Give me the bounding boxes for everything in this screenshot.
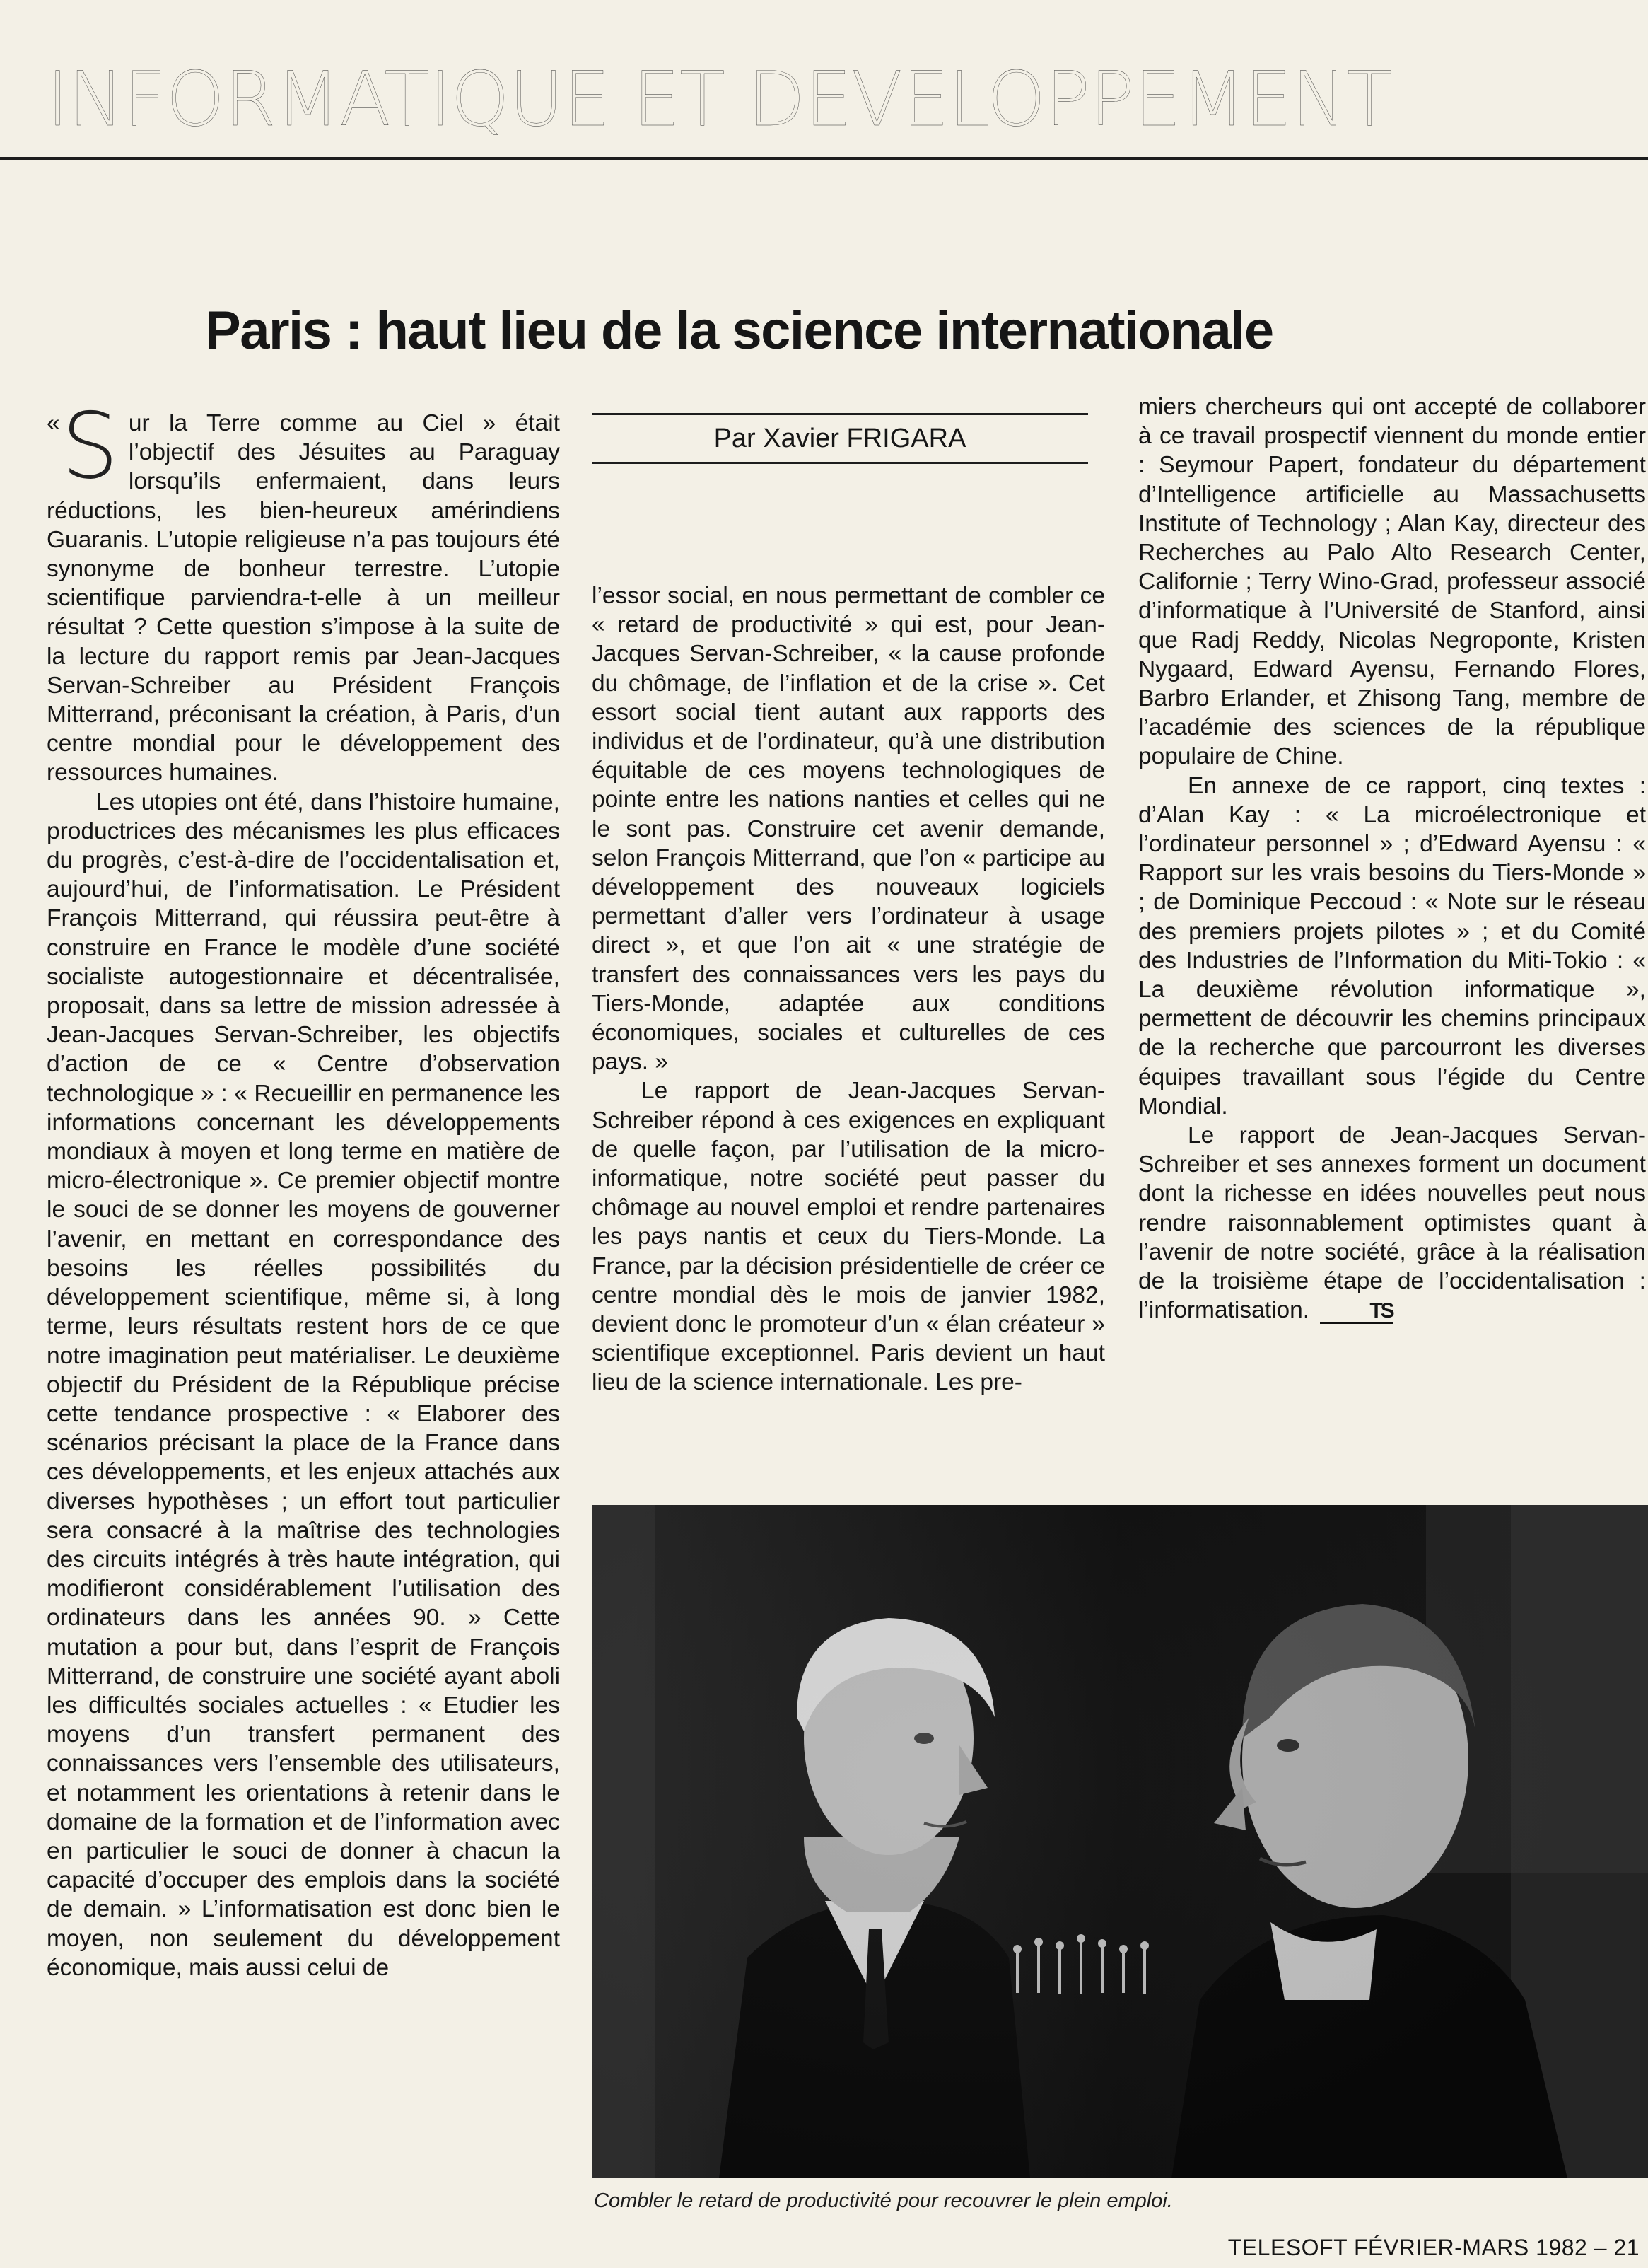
paragraph-text: ur la Terre comme au Ciel » était l’objectif des Jésuites au Paraguay lorsqu’ils enfermaient, dans leurs réductions, les bien-heureux amérindiens Guaranis. L’utopie religieuse n’a pas toujours été synonyme de bonheur terrestre. L’utopie scientifique parviendra-t-elle à un meilleur résultat ? Cette question s’impose à la suite de la lecture du rapport remis par Jean-Jacques Servan-Schreiber au Président François Mitterrand, préconisant la création, à Paris, d’un centre mondial pour le développement des ressources humaines. bbox=[47, 410, 560, 786]
paragraph: Le rapport de Jean-Jacques Servan-Schreiber répond à ces exigences en expliquant de quelle façon, par l’utilisation de la micro-informatique, notre société peut passer du chômage au nouvel emploi et rendre partenaires les pays nantis et ceux du Tiers-Monde. La France, par la décision présidentielle de créer ce centre mondial dès le mois de janvier 1982, devient donc le promoteur d’un « élan créateur » scientifique exceptionnel. Paris devient un haut lieu de la science internationale. Les pre- bbox=[592, 1078, 1105, 1396]
article-photo bbox=[592, 1505, 1648, 2178]
section-rubric: INFORMATIQUE ET DEVELOPPEMENT bbox=[47, 56, 1392, 143]
page-footer: TELESOFT FÉVRIER-MARS 1982 – 21 bbox=[1227, 2235, 1640, 2260]
paragraph-text: Le rapport de Jean-Jacques Servan-Schreiber et ses annexes forment un document dont la richesse en idées nouvelles peut nous rendre raisonnablement optimistes quant à l’avenir de notre société, grâce à la réalisation de la troisième étape de l’occidentalisation : l’informatisation. bbox=[1138, 1122, 1646, 1324]
paragraph: En annexe de ce rapport, cinq textes : d’Alan Kay : « La microélectronique et l’ordinateur personnel » ; d’Edward Ayensu : « Rapport sur les vrais besoins du Tiers-Monde » ; de Dominique Peccoud : « Note sur le réseau des premiers projets pilotes » ; et du Comité des Industries de l’Information du Miti-Tokio : « La deuxième révolution informatique », permettent de découvrir les chemins principaux de la recherche que parcourront les diverses équipes travaillant sous l’égide du Centre Mondial. bbox=[1138, 772, 1646, 1120]
byline: Par Xavier FRIGARA bbox=[592, 413, 1088, 464]
article-column-3 bbox=[1138, 392, 1646, 1503]
article-title: Paris : haut lieu de la science internationale bbox=[205, 301, 1273, 361]
end-mark-logo: TS bbox=[1320, 1301, 1392, 1324]
rubric-rule bbox=[0, 157, 1648, 160]
drop-cap: S bbox=[61, 394, 119, 499]
paragraph bbox=[1138, 1121, 1646, 1325]
article-column-2 bbox=[592, 581, 1105, 1492]
opening-quote: « bbox=[47, 410, 60, 436]
photo-caption: Combler le retard de productivité pour recouvrer le plein emploi. bbox=[594, 2190, 1173, 2212]
paragraph: Les utopies ont été, dans l’histoire humaine, productrices des mécanismes les plus efficaces du progrès, c’est-à-dire de l’occidentalisation et, aujourd’hui, de l’informatisation. Le Président François Mitterrand, qui réussira peut-être à construire en France le modèle d’une société socialiste autogestionnaire et décentralisée, proposait, dans sa lettre de mission adressée à Jean-Jacques Servan-Schreiber, les objectifs d’action de ce « Centre d’observation technologique » : « Recueillir en permanence les informations concernant les développements mondiaux à moyen et long terme en matière de micro-électronique ». Ce premier objectif montre le souci de se donner les moyens de gouverner l’avenir, en mettant en correspondance des besoins les réelles possibilités du développement scientifique, même si, à long terme, leurs résultats restent hors de ce que notre imagination peut matérialiser. Le deuxième objectif du Président de la République précise cette tendance prospective : « Elaborer des scénarios précisant la place de la France dans ces développements, et les enjeux attachés aux diverses hypothèses ; un effort tout particulier sera consacré à la maîtrise des technologies des circuits intégrés à très haute intégration, qui modifieront considérablement l’utilisation des ordinateurs dans les années 90. » Cette mutation a pour but, dans l’esprit de François Mitterrand, de construire une société ayant aboli les difficultés sociales actuelles : « Etudier les moyens d’un transfert permanent des connaissances vers l’ensemble des utilisateurs, et notamment les orientations à retenir dans le domaine de la formation et de l’information avec en particulier le souci de donner à chacun la capacité d’occuper des emplois dans la société de demain. » L’informatisation est donc bien le moyen, non seulement du développement économique, mais aussi celui de bbox=[47, 789, 560, 1981]
paragraph: l’essor social, en nous permettant de combler ce « retard de productivité » qui est, pour Jean-Jacques Servan-Schreiber, « la cause profonde du chômage, de l’inflation et de la crise ». Cet essort social tient autant aux rapports des individus et de l’ordinateur, qu’à une distribution équitable de ces moyens technologiques de pointe entre les nations nanties et celles qui ne le sont pas. Construire cet avenir demande, selon François Mitterrand, que l’on « participe au développement des nouveaux logiciels permettant d’aller vers l’ordinateur à usage direct », et que l’on ait « une stratégie de transfert des connaissances vers les pays du Tiers-Monde, adaptée aux conditions économiques, sociales et culturelles de ces pays. » bbox=[592, 583, 1105, 1076]
paragraph bbox=[47, 394, 560, 788]
article-column-1 bbox=[47, 394, 560, 2120]
paragraph: miers chercheurs qui ont accepté de collaborer à ce travail prospectif viennent du monde entier : Seymour Papert, fondateur du département d’Intelligence artificielle au Massachusetts Institute of Technology ; Alan Kay, directeur des Recherches au Palo Alto Research Center, Californie ; Terry Wino-Grad, professeur associé d’informatique à l’Université de Stanford, ainsi que Radj Reddy, Nicolas Negroponte, Kristen Nygaard, Edward Ayensu, Fernando Flores, Barbro Erlander, et Zhisong Tang, membre de l’académie des sciences de la république populaire de Chine. bbox=[1138, 394, 1646, 770]
